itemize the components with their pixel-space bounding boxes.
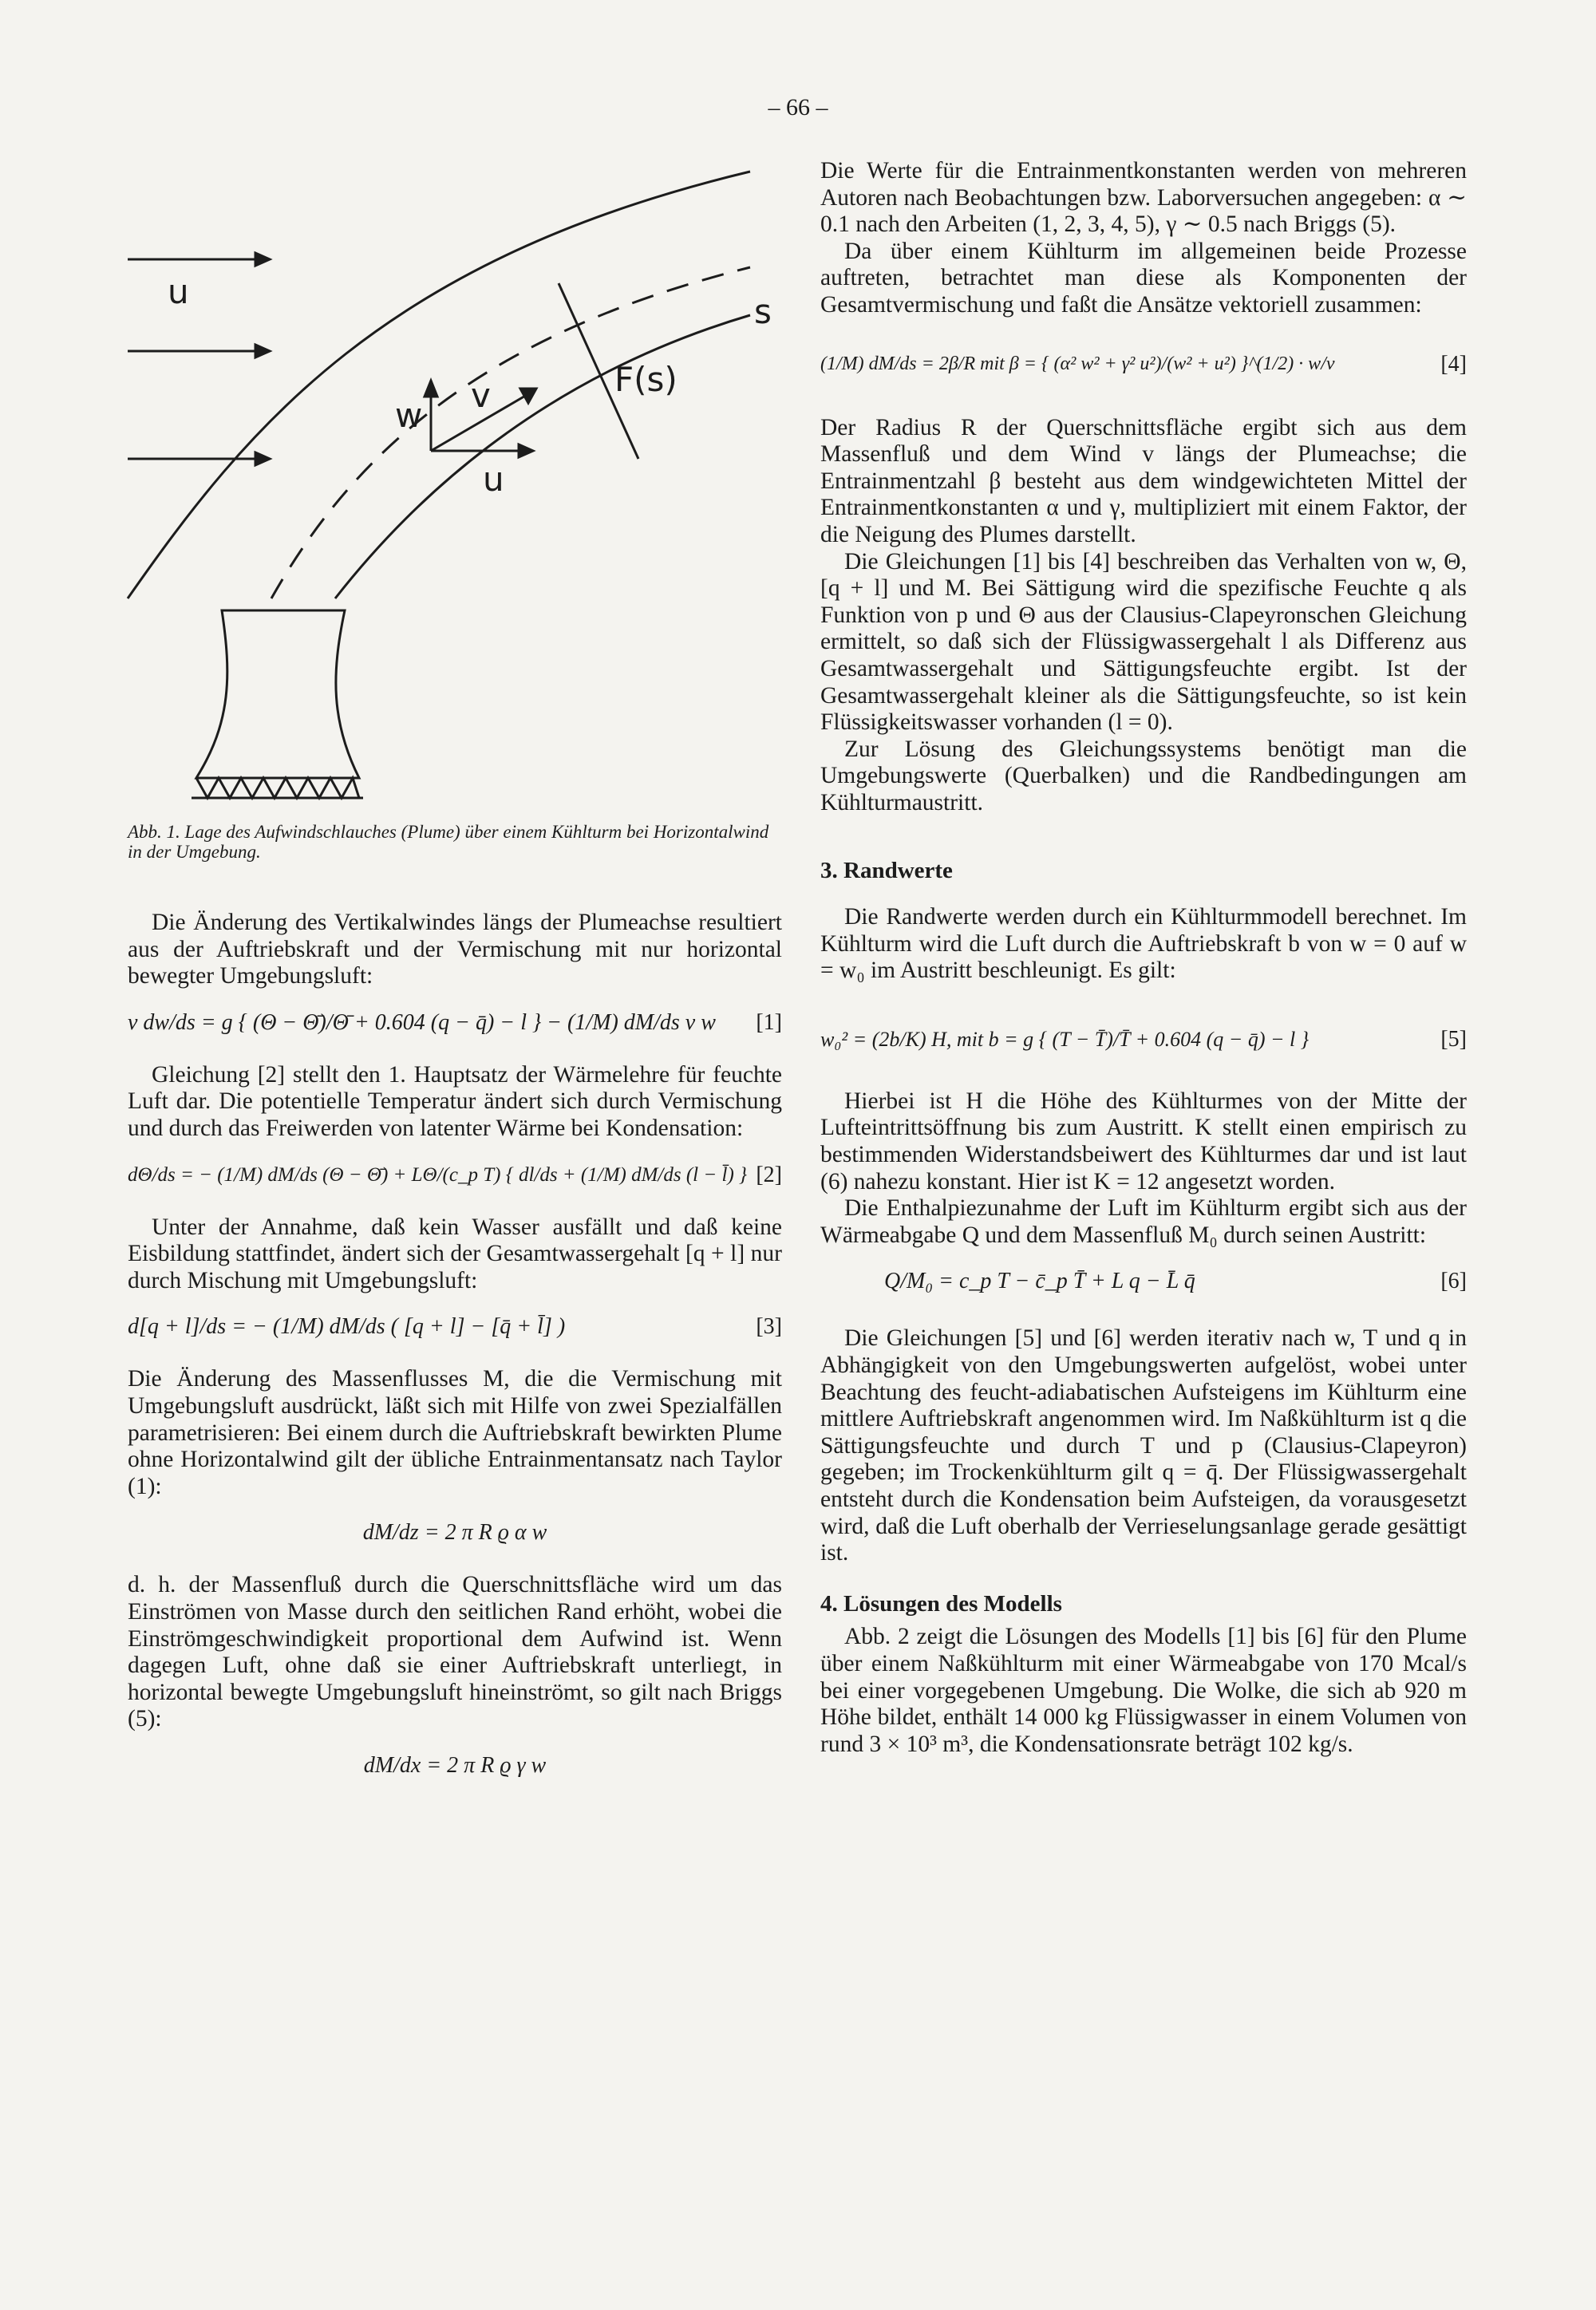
wind-arrowhead-3 xyxy=(255,452,270,465)
equation-number: [1] xyxy=(756,1009,782,1035)
paragraph: Zur Lösung des Gleichungssystems benötigt man die Umgebungswerte (Querbalken) und die Randbedingungen am Kühlturmaustritt. xyxy=(820,736,1467,815)
wind-arrowhead-1 xyxy=(255,253,270,266)
equation-number: [3] xyxy=(756,1314,782,1340)
equation-text: (1/M) dM/ds = 2β/R mit β = { (α² w² + γ² u²)/(w² + u²) }^(1/2) · w/v xyxy=(820,353,1335,374)
figure-cooling-tower-plume xyxy=(120,164,782,818)
equation-number: [2] xyxy=(756,1162,782,1187)
paragraph: Die Gleichungen [5] und [6] werden iterativ nach w, T und q in Abhängigkeit von den Umgebungswerten aufgelöst, wobei unter Beachtung des feucht-adiabatischen Aufsteigens im Kühlturm eine mittlere Auftriebskraft angenommen wird. Im Naßkühlturm ist q die Sättigungsfeuchte und durch T und p (Clausius-Clapeyron) gegeben; im Trockenkühlturm gilt q = q̄. Der Flüssigwassergehalt entsteht durch die Kondensation beim Aufsteigen, da vorausgesetzt wird, daß die Luft oberhalb der Verrieselungsanlage gerade gesättigt ist. xyxy=(820,1325,1467,1566)
paragraph: Die Gleichungen [1] bis [4] beschreiben das Verhalten von w, Θ, [q + l] und M. Bei Sättigung wird die spezifische Feuchte q als Funktion von p und Θ aus der Clausius-Clapeyronschen Gleichung ermittelt, so daß sich der Flüssigwassergehalt l als Differenz aus Gesamtwassergehalt und Sättigungsfeuchte ergibt. Ist der Gesamtwassergehalt kleiner als die Sättigungsfeuchte, so ist kein Flüssigkeitswasser vorhanden (l = 0). xyxy=(820,548,1467,736)
vector-v-head xyxy=(520,389,536,403)
vector-w-head xyxy=(425,381,437,397)
figure-caption: Abb. 1. Lage des Aufwindschlauches (Plume) über einem Kühlturm bei Horizontalwind in der Umgebung. xyxy=(128,822,769,862)
paragraph: Die Werte für die Entrainmentkonstanten werden von mehreren Autoren nach Beobachtungen bzw. Laborversuchen angegeben: α ∼ 0.1 nach den Arbeiten (1, 2, 3, 4, 5), γ ∼ 0.5 nach Briggs (5). xyxy=(820,158,1467,238)
cooling-tower-body xyxy=(196,610,359,778)
equation-5 xyxy=(820,985,1467,1088)
equation-text: w₀² = (2b/K) H, mit b = g { (T − T̄)/T̄ + 0.604 (q − q̄) − l } xyxy=(820,1027,1310,1051)
paragraph: Da über einem Kühlturm im allgemeinen beide Prozesse auftreten, betrachtet man diese als Komponenten der Gesamtvermischung und faßt die Ansätze vektoriell zusammen: xyxy=(820,238,1467,318)
equation-entrainment-briggs xyxy=(128,1733,782,1805)
equation-text: dM/dz = 2 π R ϱ α w xyxy=(362,1520,547,1546)
equation-1 xyxy=(128,990,782,1062)
equation-4 xyxy=(820,319,1467,415)
equation-text: v dw/ds = g { (Θ − Θ̄)/Θ̄ + 0.604 (q − q̄) − l } − (1/M) dM/ds v w xyxy=(128,1009,716,1035)
paragraph: Hierbei ist H die Höhe des Kühlturmes von der Mitte der Lufteintrittsöffnung bis zum Austritt. K stellt einen empirisch zu bestimmenden Widerstandsbeiwert des Kühlturmes dar und ist laut (6) nahezu konstant. Hier ist K = 12 angesetzt worden. xyxy=(820,1088,1467,1194)
left-column xyxy=(128,910,782,1805)
paragraph: Unter der Annahme, daß kein Wasser ausfällt und daß keine Eisbildung stattfindet, ändert sich der Gesamtwassergehalt [q + l] nur durch Mischung mit Umgebungsluft: xyxy=(128,1214,782,1293)
paragraph: d. h. der Massenfluß durch die Querschnittsfläche wird um das Einströmen von Masse durch den seitlichen Rand erhöht, wobei die Einströmgeschwindigkeit proportional dem Aufwind ist. Wenn dagegen Luft, ohne daß sie einer Auftriebskraft unterliegt, in horizontal bewegte Umgebungsluft hineinströmt, so gilt nach Briggs (5): xyxy=(128,1572,782,1732)
label-v: v xyxy=(471,376,491,415)
paragraph: Die Enthalpiezunahme der Luft im Kühlturm ergibt sich aus der Wärmeabgabe Q und dem Massenfluß M₀ durch seinen Austritt: xyxy=(820,1195,1467,1248)
plume-inner-edge xyxy=(335,315,750,598)
plume-axis xyxy=(271,267,750,598)
equation-3 xyxy=(128,1294,782,1366)
equation-6 xyxy=(820,1249,1467,1325)
equation-2 xyxy=(128,1143,782,1214)
paragraph: Der Radius R der Querschnittsfläche ergibt sich aus dem Massenfluß und dem Wind v längs der Plumeachse; die Entrainmentzahl β besteht aus dem windgewichteten Mittel der Entrainmentkonstanten α und γ, multipliziert mit einem Faktor, der die Neigung des Plumes darstellt. xyxy=(820,414,1467,547)
paragraph: Die Randwerte werden durch ein Kühlturmmodell berechnet. Im Kühlturm wird die Luft durch die Auftriebskraft b von w = 0 auf w = w₀ im Austritt beschleunigt. Es gilt: xyxy=(820,904,1467,984)
label-s: s xyxy=(754,292,772,331)
paragraph: Abb. 2 zeigt die Lösungen des Modells [1] bis [6] für den Plume über einem Naßkühlturm mit einer Wärmeabgabe von 170 Mcal/s bei einer vorgegebenen Umgebung. Die Wolke, die sich ab 920 m Höhe bildet, enthält 14 000 kg Flüssigwasser in einem Volumen von rund 3 × 10³ m³, die Kondensationsrate beträgt 102 kg/s. xyxy=(820,1624,1467,1757)
equation-text: d[q + l]/ds = − (1/M) dM/ds ( [q + l] − [q̄ + l̄] ) xyxy=(128,1314,566,1340)
equation-text: dΘ/ds = − (1/M) dM/ds (Θ − Θ̄) + LΘ/(c_p T) { dl/ds + (1/M) dM/ds (l − l̄) } xyxy=(128,1163,748,1186)
section-heading: 3. Randwerte xyxy=(820,858,953,884)
equation-number: [6] xyxy=(1440,1269,1467,1294)
equation-text: dM/dx = 2 π R ϱ γ w xyxy=(363,1752,547,1778)
equation-text: Q/M₀ = c_p T − c̄_p T̄ + L q − L̄ q̄ xyxy=(884,1269,1195,1294)
right-column xyxy=(820,158,1467,1758)
cooling-tower-supports xyxy=(196,778,359,798)
label-fs: F(s) xyxy=(614,360,678,399)
section-heading: 4. Lösungen des Modells xyxy=(820,1590,1062,1617)
page-number: – 66 – xyxy=(768,94,828,120)
equation-entrainment-taylor xyxy=(128,1500,782,1572)
paragraph: Gleichung [2] stellt den 1. Hauptsatz der Wärmelehre für feuchte Luft dar. Die potentielle Temperatur ändert sich durch Vermischung und durch das Freiwerden von latenter Wärme bei Kondensation: xyxy=(128,1061,782,1141)
equation-number: [4] xyxy=(1440,351,1467,377)
paragraph: Die Änderung des Vertikalwindes längs der Plumeachse resultiert aus der Auftriebskraft und der Vermischung mit nur horizontal bewegter Umgebungsluft: xyxy=(128,910,782,989)
wind-arrowhead-2 xyxy=(255,345,270,357)
paragraph: Die Änderung des Massenflusses M, die die Vermischung mit Umgebungsluft ausdrückt, läßt sich mit Hilfe von zwei Spezialfällen parametrisieren: Bei einem durch die Auftriebskraft bewirkten Plume ohne Horizontalwind gilt der übliche Entrainmentansatz nach Taylor (1): xyxy=(128,1366,782,1499)
label-u-wind: u xyxy=(168,272,189,311)
label-w: w xyxy=(395,396,423,435)
equation-number: [5] xyxy=(1440,1026,1467,1052)
vector-u-head xyxy=(519,444,533,457)
label-u-vector: u xyxy=(483,460,504,499)
